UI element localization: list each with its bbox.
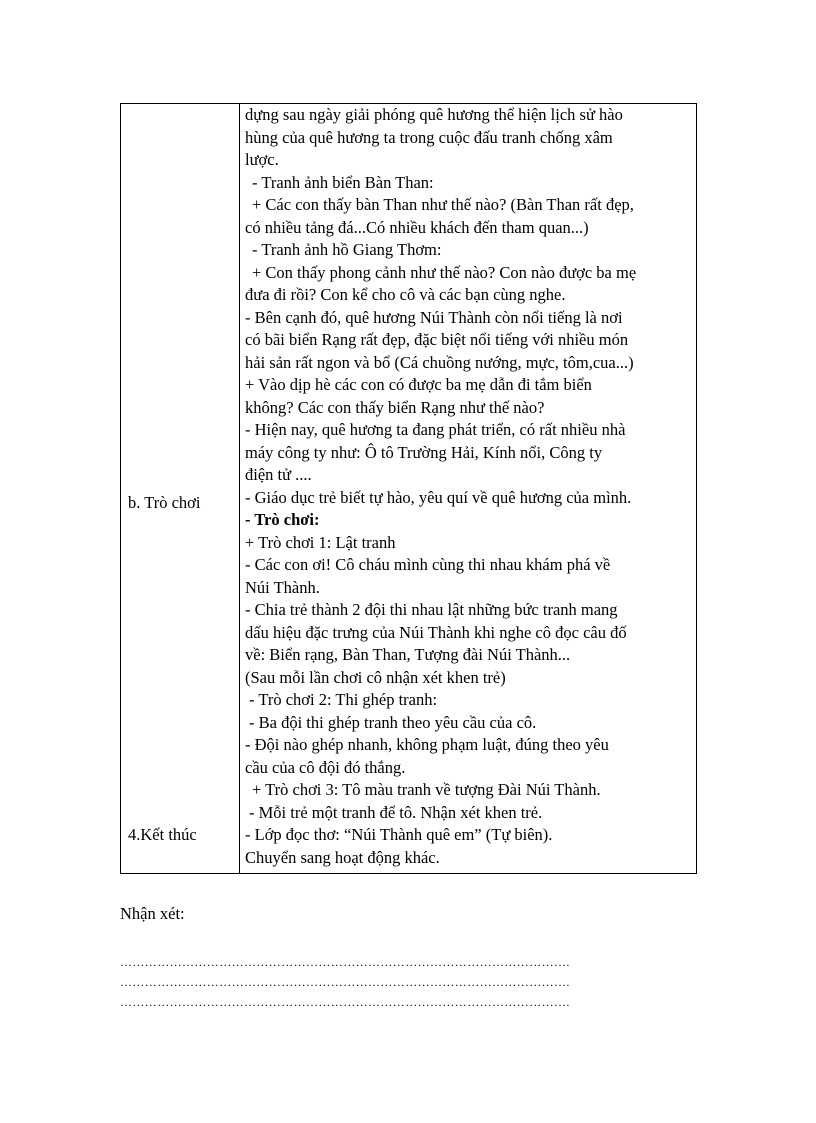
content-line: lược. <box>245 150 279 169</box>
content-line: - Tranh ảnh hồ Giang Thơm: <box>252 240 442 259</box>
lesson-plan-table <box>120 103 697 874</box>
label-ket-thuc: 4.Kết thúc <box>128 825 197 844</box>
comment-dot-line: ………………………………………………………………………………………………. <box>120 975 570 989</box>
content-line: có nhiều tảng đá...Có nhiều khách đến tham quan...) <box>245 217 589 237</box>
content-line: + Vào dịp hè các con có được ba mẹ dẫn đi tắm biển <box>245 375 592 394</box>
content-line: điện tử .... <box>245 465 312 484</box>
content-line: hùng của quê hương ta trong cuộc đấu tranh chống xâm <box>245 127 613 147</box>
content-line: - Các con ơi! Cô cháu mình cùng thi nhau khám phá về <box>245 555 611 574</box>
content-line: - Ba đội thi ghép tranh theo yêu cầu của cô. <box>249 712 537 732</box>
content-heading-tro-choi: - Trò chơi: <box>245 510 320 529</box>
content-line: máy công ty như: Ô tô Trường Hải, Kính nổi, Công ty <box>245 442 603 462</box>
content-line: dựng sau ngày giải phóng quê hương thể hiện lịch sử hào <box>245 105 623 124</box>
content-line: về: Biển rạng, Bàn Than, Tượng đài Núi Thành... <box>245 645 571 664</box>
content-line: có bãi biển Rạng rất đẹp, đặc biệt nổi tiếng với nhiều món <box>245 330 629 349</box>
content-column <box>240 104 697 874</box>
table-row <box>121 104 697 874</box>
content-line: đưa đi rồi? Con kể cho cô và các bạn cùng nghe. <box>245 285 566 304</box>
comments-title: Nhận xét: <box>120 904 185 923</box>
content-line: hải sản rất ngon và bổ (Cá chuồng nướng, mực, tôm,cua...) <box>245 352 634 372</box>
content-line: dấu hiệu đặc trưng của Núi Thành khi nghe cô đọc câu đố <box>245 622 627 642</box>
content-line: + Con thấy phong cảnh như thế nào? Con nào được ba mẹ <box>252 262 637 282</box>
content-line: + Các con thấy bàn Than như thế nào? (Bàn Than rất đẹp, <box>252 195 634 214</box>
activity-column <box>121 104 240 874</box>
content-line: - Hiện nay, quê hương ta đang phát triển, có rất nhiều nhà <box>245 420 626 439</box>
content-line: Núi Thành. <box>245 577 320 597</box>
content-line: + Trò chơi 1: Lật tranh <box>245 532 396 552</box>
content-line: - Chia trẻ thành 2 đội thi nhau lật những bức tranh mang <box>245 600 618 619</box>
content-line: - Giáo dục trẻ biết tự hào, yêu quí về quê hương của mình. <box>245 487 632 507</box>
label-tro-choi: b. Trò chơi <box>128 493 201 512</box>
comment-dot-line: ………………………………………………………………………………………………. <box>120 955 570 969</box>
content-line: Chuyển sang hoạt động khác. <box>245 847 440 867</box>
content-line: - Trò chơi 2: Thi ghép tranh: <box>249 690 438 709</box>
content-line: - Tranh ảnh biển Bàn Than: <box>252 172 434 192</box>
content-line: (Sau mỗi lần chơi cô nhận xét khen trẻ) <box>245 667 506 687</box>
content-line: không? Các con thấy biển Rạng như thế nào? <box>245 397 545 417</box>
comment-dot-line: ………………………………………………………………………………………………. <box>120 995 570 1009</box>
content-line: - Đội nào ghép nhanh, không phạm luật, đúng theo yêu <box>245 735 609 754</box>
content-line: - Lớp đọc thơ: “Núi Thành quê em” (Tự biên). <box>245 825 553 844</box>
content-line: - Mỗi trẻ một tranh để tô. Nhận xét khen trẻ. <box>249 802 543 822</box>
content-line: + Trò chơi 3: Tô màu tranh về tượng Đài Núi Thành. <box>252 780 601 799</box>
content-line: - Bên cạnh đó, quê hương Núi Thành còn nổi tiếng là nơi <box>245 307 623 327</box>
content-line: cầu của cô đội đó thắng. <box>245 757 406 777</box>
